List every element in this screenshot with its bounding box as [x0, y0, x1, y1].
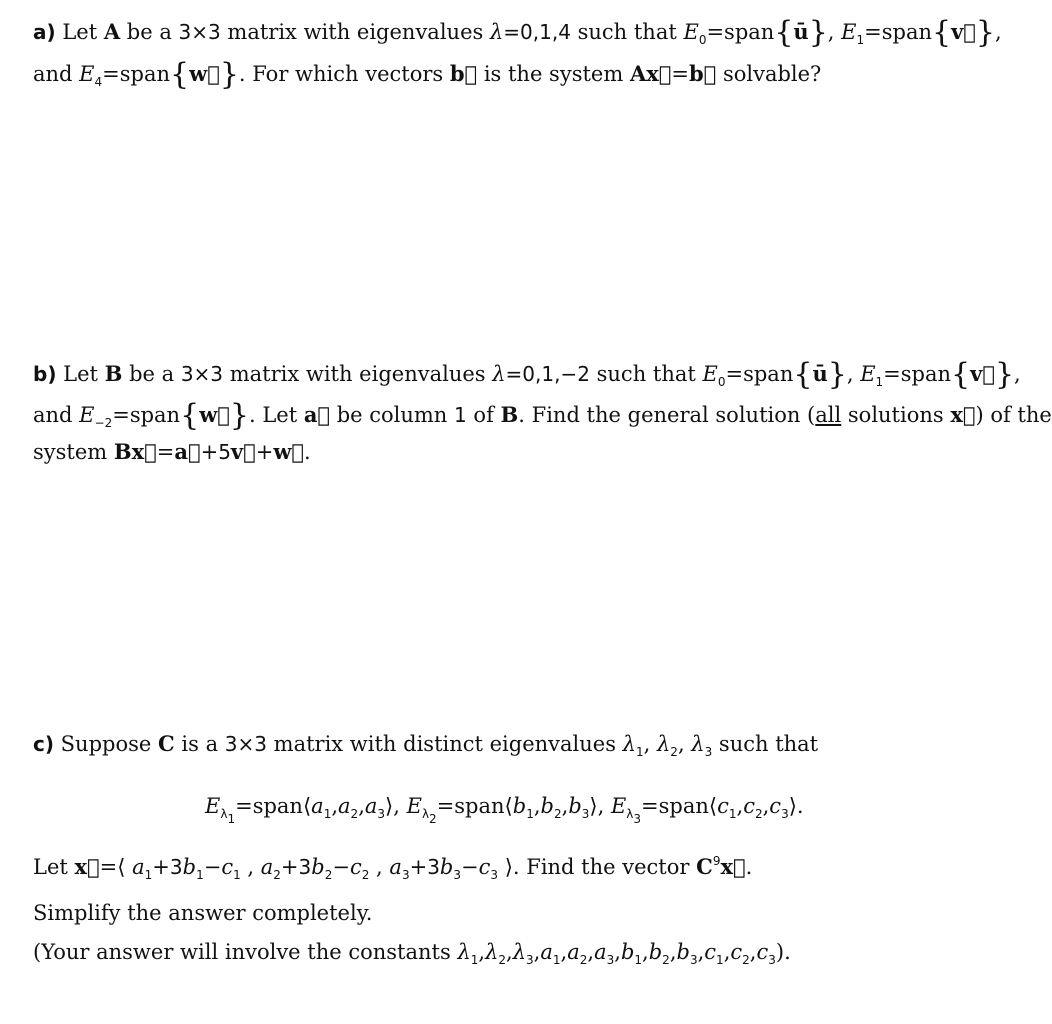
part-b-line-2: and $E_{-2}=span\{w⃗\}$. Let a⃗ be column 1 of B. Find the general solution (all solutions x⃗) of the	[33, 398, 1052, 433]
part-c-eigenspaces: $E_{\lambda_1}=span⟨a_1,a_2,a_3⟩$, $E_{\lambda_2}=span⟨b_1,b_2,b_3⟩$, $E_{\lambda_3}=span⟨c_1,c_2,c_3⟩$.	[205, 794, 804, 826]
part-c-line-1: c) Suppose C is a 3×3 matrix with distinct eigenvalues $\lambda_1$, $\lambda_2$, $\lambda_3$ such that	[33, 731, 819, 759]
part-c-label: c)	[33, 732, 54, 756]
part-a-label: a)	[33, 20, 56, 44]
part-b-label: b)	[33, 362, 57, 386]
part-c-line-5: (Your answer will involve the constants $\lambda_1,\lambda_2,\lambda_3,a_1,a_2,a_3,b_1,b_2,b_3,c_1,c_2,c_3$).	[33, 940, 791, 967]
part-b-line-1: b) Let B be a 3×3 matrix with eigenvalues λ=0,1,−2 such that $E_0=span\{ū\}$, $E_1=span\{v⃗\}$,	[33, 357, 1021, 392]
part-c-line-4: Simplify the answer completely.	[33, 901, 373, 925]
part-b-line-3: system Bx⃗=a⃗+5v⃗+w⃗.	[33, 439, 311, 464]
part-a-line-1: a) Let A be a 3×3 matrix with eigenvalues λ=0,1,4 such that $E_0=span\{ū\}$, $E_1=span\{v⃗\}$,	[33, 15, 1002, 50]
part-c-line-3: Let x⃗=⟨ $a_1+3b_1-c_1$ , $a_2+3b_2-c_2$ , $a_3+3b_3-c_3$ ⟩. Find the vector $C^9x⃗$.	[33, 854, 753, 882]
part-a-line-2: and $E_4=span\{w⃗\}$. For which vectors b⃗ is the system Ax⃗=b⃗ solvable?	[33, 57, 822, 92]
